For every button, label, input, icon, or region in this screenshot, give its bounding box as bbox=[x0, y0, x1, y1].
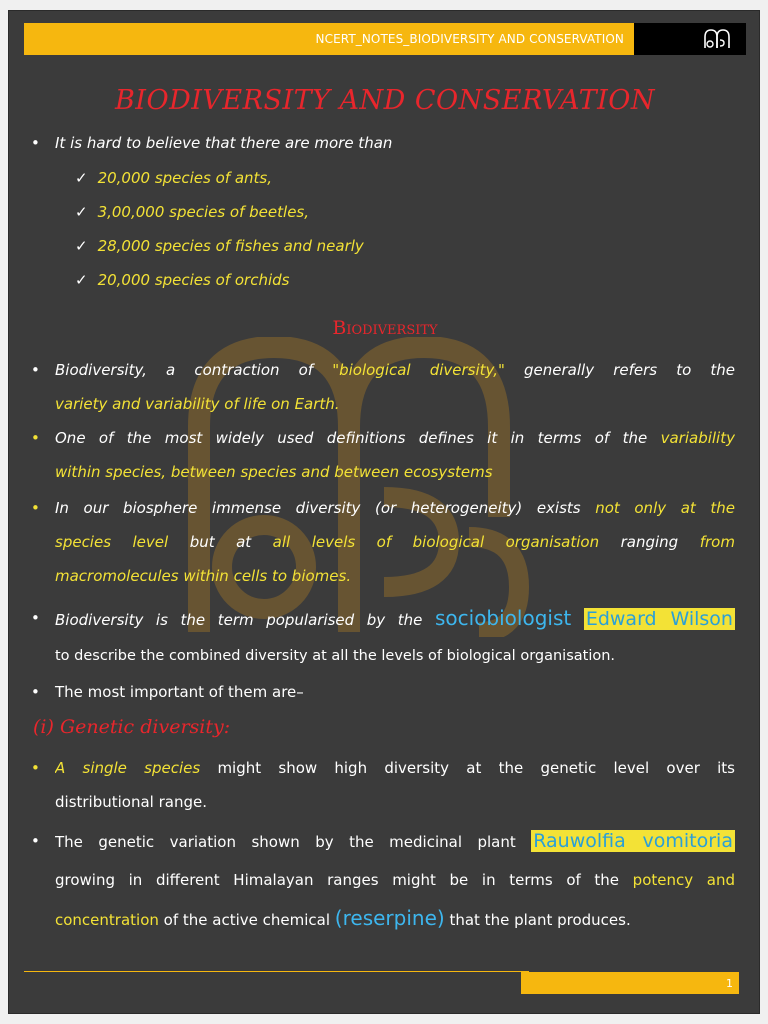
intro-item: ✓ 20,000 species of orchids bbox=[75, 271, 290, 289]
paragraph-wilson: Biodiversity is the term popularised by the sociobiologist Edward Wilson bbox=[55, 606, 733, 630]
bullet-icon: • bbox=[31, 832, 40, 850]
intro-item: ✓ 3,00,000 species of beetles, bbox=[75, 203, 309, 221]
paragraph-important: The most important of them are– bbox=[55, 683, 304, 701]
paragraph-definition-cont: variety and variability of life on Earth. bbox=[55, 395, 340, 413]
bullet-icon: • bbox=[31, 429, 40, 447]
footer-divider bbox=[24, 971, 529, 972]
paragraph-variability-cont: within species, between species and between ecosystems bbox=[55, 463, 493, 481]
header-title: NCERT_NOTES_BIODIVERSITY AND CONSERVATION bbox=[24, 23, 634, 55]
subsection-genetic-diversity: (i) Genetic diversity: bbox=[33, 716, 231, 738]
footer-page-number: 1 bbox=[521, 972, 739, 994]
bullet-icon: • bbox=[31, 134, 40, 152]
bullet-icon: • bbox=[31, 361, 40, 379]
paragraph-rauwolfia-cont2: concentration of the active chemical (reserpine) that the plant produces. bbox=[55, 906, 631, 930]
paragraph-definition: Biodiversity, a contraction of "biological diversity," generally refers to the bbox=[55, 361, 735, 379]
paragraph-rauwolfia-cont: growing in different Himalayan ranges might be in terms of the potency and bbox=[55, 871, 735, 889]
paragraph-variability: One of the most widely used definitions defines it in terms of the variability bbox=[55, 429, 735, 447]
intro-item: ✓ 28,000 species of fishes and nearly bbox=[75, 237, 364, 255]
paragraph-rauwolfia: The genetic variation shown by the medicinal plant Rauwolfia vomitoria bbox=[55, 830, 733, 852]
intro-item: ✓ 20,000 species of ants, bbox=[75, 169, 273, 187]
paragraph-single-species: A single species might show high diversity at the genetic level over its bbox=[55, 759, 735, 777]
page-content bbox=[9, 11, 760, 1014]
bullet-icon: • bbox=[31, 683, 40, 701]
bullet-icon: • bbox=[31, 499, 40, 517]
document-page bbox=[8, 10, 760, 1014]
checkmark-icon: ✓ bbox=[75, 237, 88, 255]
paragraph-biosphere: In our biosphere immense diversity (or heterogeneity) exists not only at the bbox=[55, 499, 735, 517]
paragraph-biosphere-cont: species level but at all levels of biological organisation ranging from bbox=[55, 533, 735, 551]
checkmark-icon: ✓ bbox=[75, 271, 88, 289]
paragraph-single-species-cont: distributional range. bbox=[55, 793, 207, 811]
checkmark-icon: ✓ bbox=[75, 169, 88, 187]
page-title: BIODIVERSITY AND CONSERVATION bbox=[114, 85, 656, 116]
checkmark-icon: ✓ bbox=[75, 203, 88, 221]
bullet-icon: • bbox=[31, 759, 40, 777]
bullet-icon: • bbox=[31, 609, 40, 627]
intro-lead: It is hard to believe that there are more than bbox=[55, 134, 393, 152]
section-title-biodiversity: Biodiversity bbox=[332, 317, 438, 339]
paragraph-biosphere-cont2: macromolecules within cells to biomes. bbox=[55, 567, 352, 585]
paragraph-wilson-cont: to describe the combined diversity at all the levels of biological organisation. bbox=[55, 648, 616, 664]
